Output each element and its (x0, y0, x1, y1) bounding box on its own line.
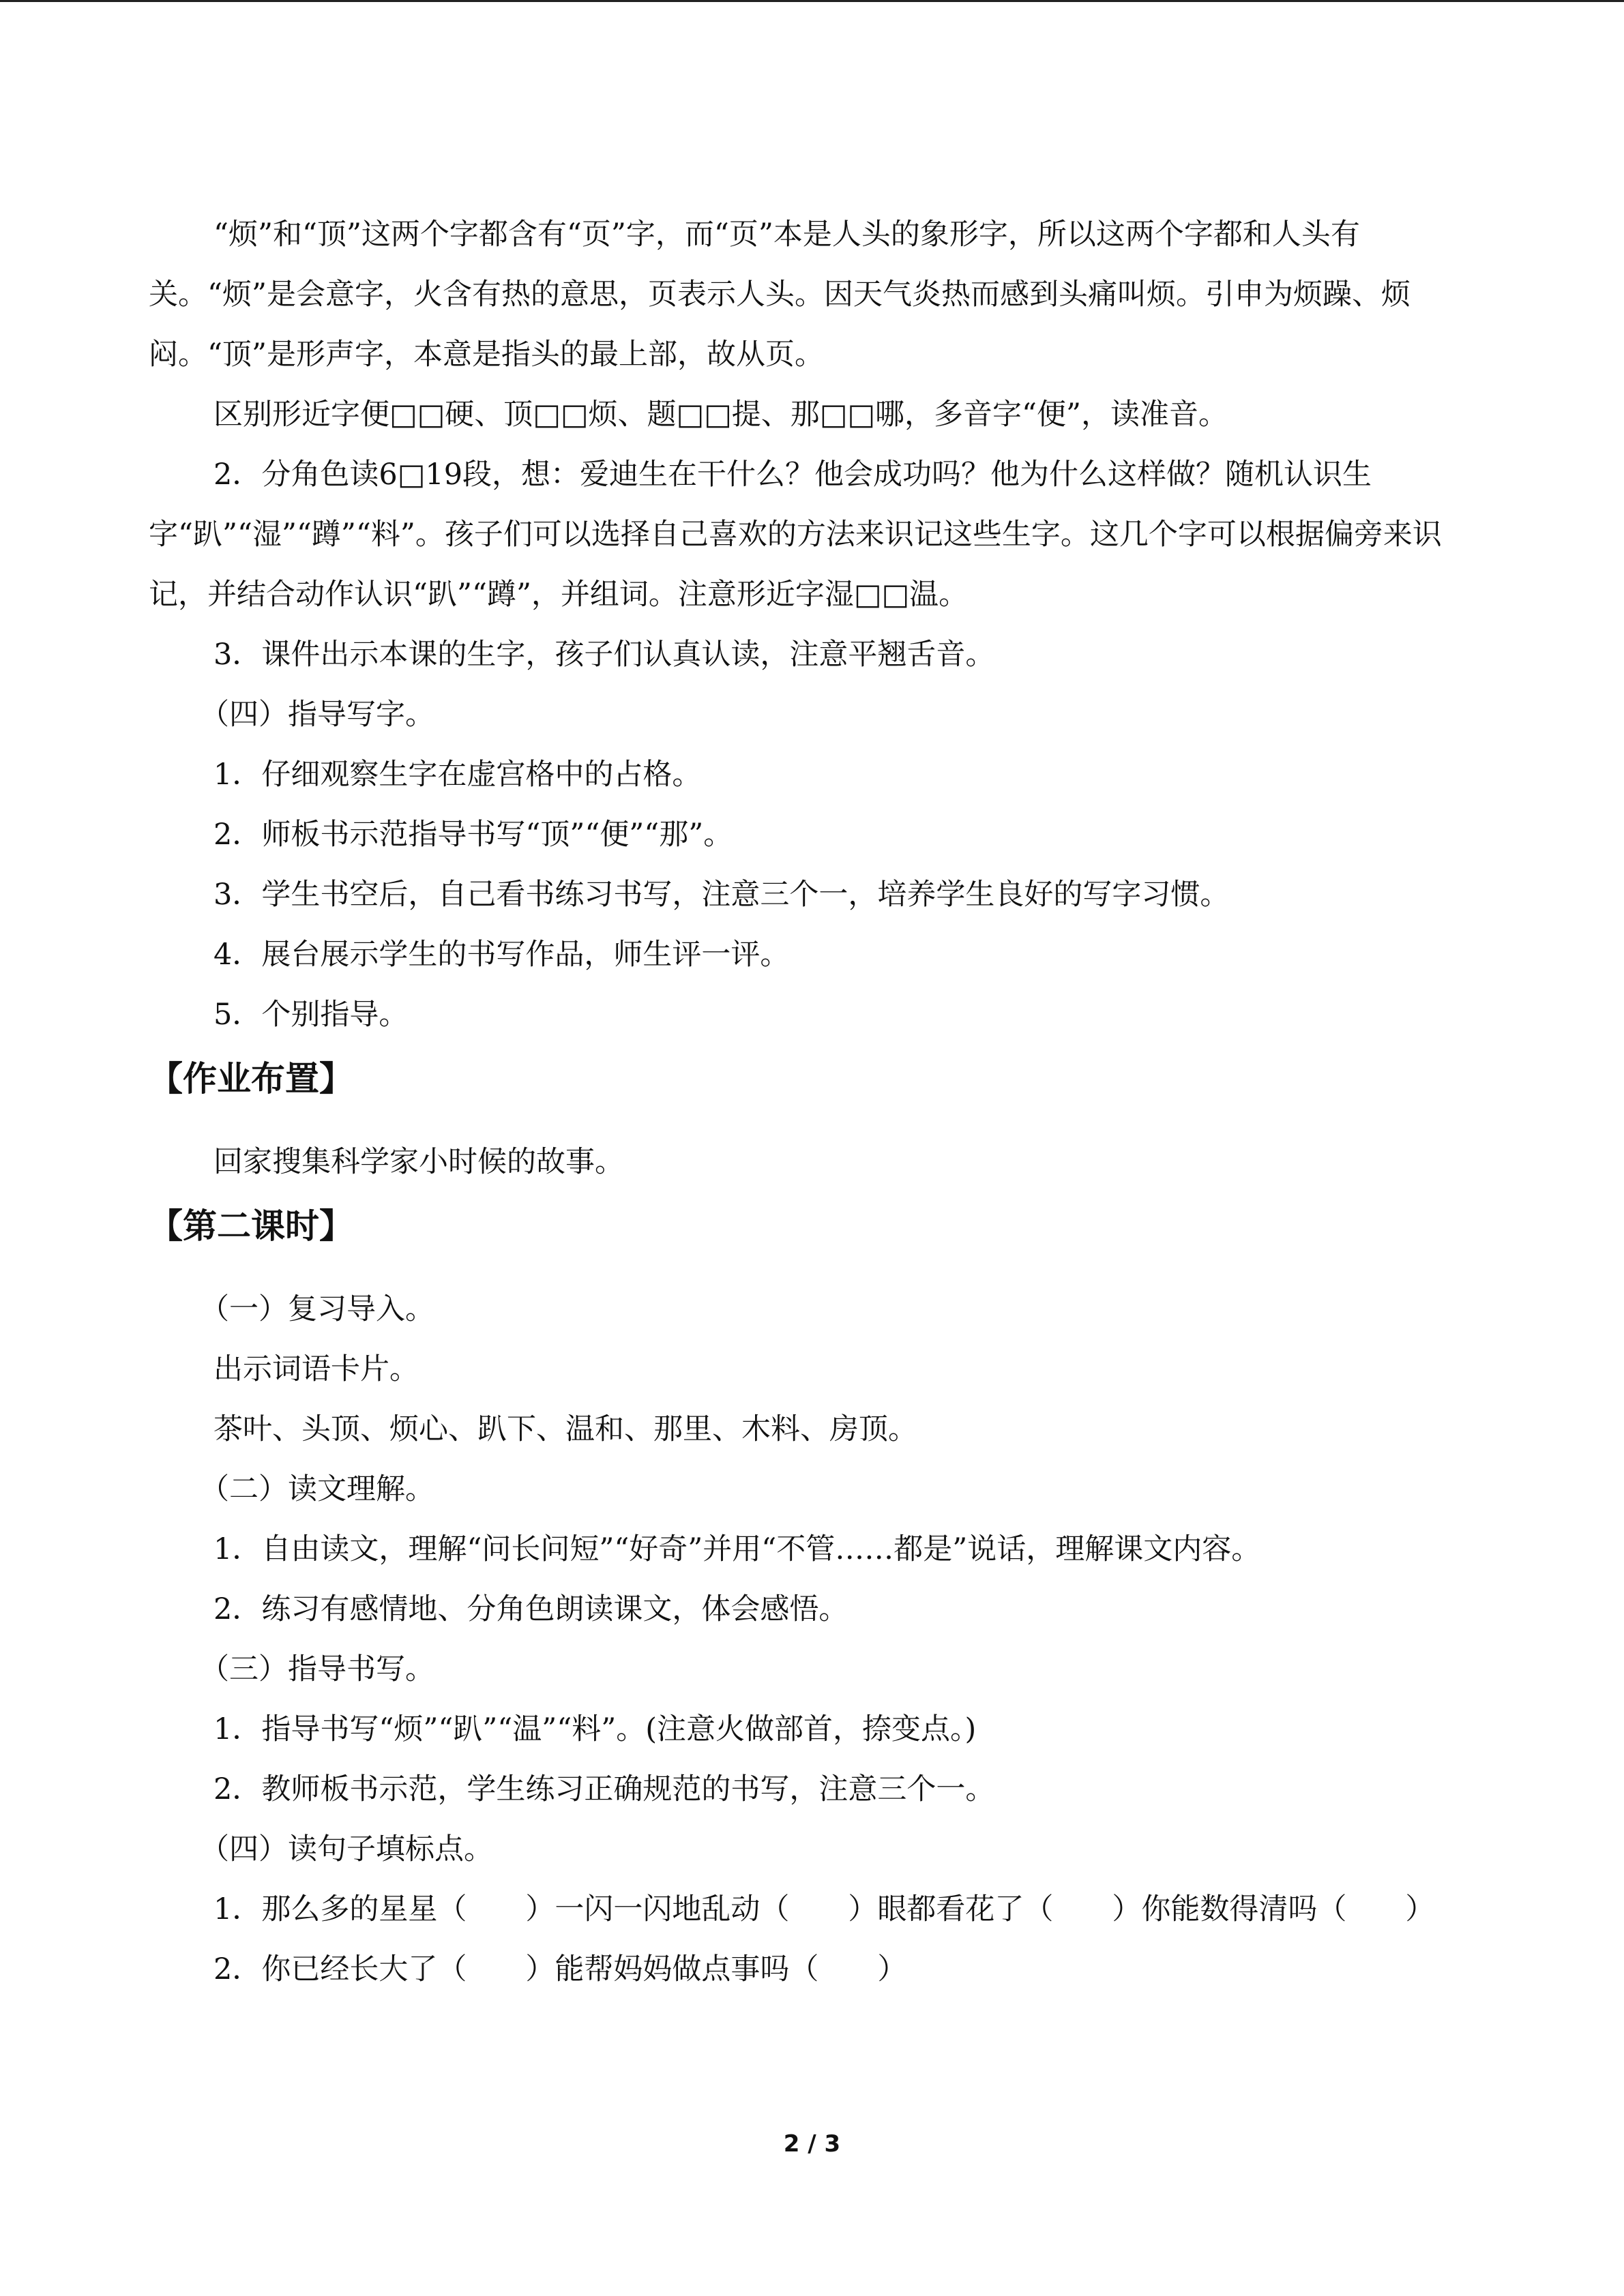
list-item: 2．你已经长大了（ ）能帮妈妈做点事吗（ ） (213, 1952, 907, 1986)
paragraph: 出示词语卡片。 (213, 1352, 419, 1386)
paragraph: 2．分角色读6□19段，想：爱迪生在干什么？他会成功吗？他为什么这样做？随机认识生字“趴”“湿”“蹲”“料”。孩子们可以选择自己喜欢的方法来识记这些生字。这几个字可以根据偏旁来识记，并结合动作认识“趴”“蹲”，并组词。注意形近字湿□□温。 (149, 458, 1442, 612)
list-item: 3．学生书空后，自己看书练习书写，注意三个一，培养学生良好的写字习惯。 (213, 878, 1230, 912)
section-label: （一）复习导入。 (200, 1292, 434, 1326)
page-number: 2 / 3 (783, 2130, 841, 2158)
list-item: 4．展台展示学生的书写作品，师生评一评。 (213, 938, 790, 972)
section-label: （四）读句子填标点。 (200, 1832, 493, 1866)
document-body (149, 205, 1486, 1999)
section-heading-second-lesson: 【第二课时】 (149, 1206, 353, 1246)
top-border-line (0, 0, 1624, 2)
paragraph: 回家搜集科学家小时候的故事。 (213, 1145, 624, 1179)
paragraph: “烦”和“顶”这两个字都含有“页”字，而“页”本是人头的象形字，所以这两个字都和人头有关。“烦”是会意字，火含有热的意思，页表示人头。因天气炎热而感到头痛叫烦。引申为烦躁、烦闷。“顶”是形声字，本意是指头的最上部，故从页。 (149, 218, 1411, 372)
section-label: （二）读文理解。 (200, 1472, 434, 1506)
list-item: 2．教师板书示范，学生练习正确规范的书写，注意三个一。 (213, 1772, 995, 1806)
list-item: 2．师板书示范指导书写“顶”“便”“那”。 (213, 818, 733, 852)
list-item: 5．个别指导。 (213, 998, 409, 1032)
list-item: 1．仔细观察生字在虚宫格中的占格。 (213, 758, 702, 792)
section-heading-homework: 【作业布置】 (149, 1059, 353, 1099)
paragraph: 区别形近字便□□硬、顶□□烦、题□□提、那□□哪，多音字“便”，读准音。 (213, 398, 1228, 432)
section-label: （三）指导书写。 (200, 1652, 434, 1686)
list-item: 1．指导书写“烦”“趴”“温”“料”。(注意火做部首，捺变点。) (213, 1712, 977, 1746)
section-label: （四）指导写字。 (200, 698, 434, 732)
list-item: 1．那么多的星星（ ）一闪一闪地乱动（ ）眼都看花了（ ）你能数得清吗（ ） (213, 1892, 1435, 1926)
paragraph: 茶叶、头顶、烦心、趴下、温和、那里、木料、房顶。 (213, 1412, 917, 1446)
list-item: 1．自由读文，理解“问长问短”“好奇”并用“不管……都是”说话，理解课文内容。 (213, 1532, 1261, 1566)
paragraph: 3．课件出示本课的生字，孩子们认真认读，注意平翘舌音。 (213, 638, 995, 672)
list-item: 2．练习有感情地、分角色朗读课文，体会感悟。 (213, 1592, 848, 1626)
